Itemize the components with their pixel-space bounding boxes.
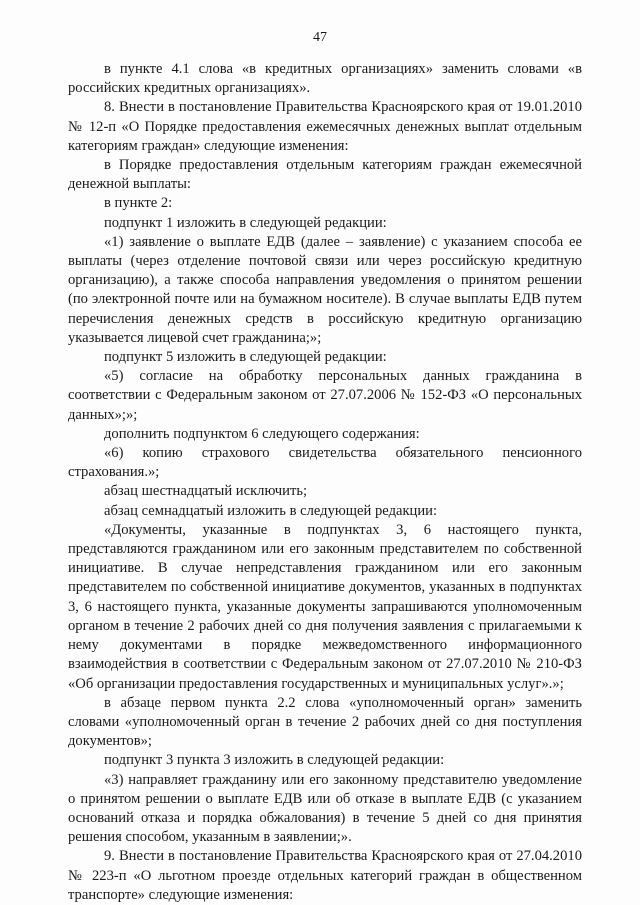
- paragraph: в пункте 4.1 слова «в кредитных организациях» заменить словами «в российских кредитных организациях».: [68, 61, 582, 97]
- paragraph: абзац шестнадцатый исключить;: [104, 483, 308, 500]
- paragraph: подпункт 3 пункта 3 изложить в следующей редакции:: [104, 752, 445, 769]
- paragraph: абзац семнадцатый изложить в следующей редакции:: [104, 502, 438, 519]
- paragraph: подпункт 5 изложить в следующей редакции:: [104, 349, 387, 366]
- document-body: [68, 60, 582, 905]
- paragraph: «Документы, указанные в подпунктах 3, 6 настоящего пункта, представляются гражданином или его законным представителем по собственной инициативе. В случае непредставления гражданином или его законным представителем по собственной инициативе документов, указанных в подпунктах 3, 6 настоящего пункта, указанные документы запрашиваются уполномоченным органом в течение 2 рабочих дней со дня получения заявления с прилагаемыми к нему документами в порядке межведомственного информационного взаимодействия в соответствии с Федеральным законом от 27.07.2010 № 210-ФЗ «Об организации предоставления государственных и муниципальных услуг».»;: [68, 521, 582, 692]
- paragraph: дополнить подпунктом 6 следующего содержания:: [104, 425, 420, 442]
- paragraph: 8. Внести в постановление Правительства Красноярского края от 19.01.2010 № 12-п «О Порядке предоставления ежемесячных денежных выплат отдельным категориям граждан» следующие изменения:: [68, 99, 582, 154]
- paragraph: подпункт 1 изложить в следующей редакции:: [104, 214, 387, 231]
- paragraph: 9. Внести в постановление Правительства Красноярского края от 27.04.2010 № 223-п «О льготном проезде отдельных категорий граждан в общественном транспорте» следующие изменения:: [68, 848, 582, 903]
- paragraph: «5) согласие на обработку персональных данных гражданина в соответствии с Федеральным законом от 27.07.2006 № 152-ФЗ «О персональных данных»;»;: [68, 368, 582, 423]
- paragraph: в Порядке предоставления отдельным категориям граждан ежемесячной денежной выплаты:: [68, 157, 582, 193]
- paragraph: «3) направляет гражданину или его законному представителю уведомление о принятом решении о выплате ЕДВ или об отказе в выплате ЕДВ (с указанием оснований отказа и порядка обжалования) в течение 5 дней со дня принятия решения способом, указанным в заявлении;».: [68, 771, 582, 846]
- page-number: 47: [313, 30, 327, 45]
- paragraph: в пункте 2:: [104, 195, 173, 212]
- paragraph: «1) заявление о выплате ЕДВ (далее – заявление) с указанием способа ее выплаты (через отделение почтовой связи или через российскую кредитную организацию), а также способа направления уведомления о принятом решении (по электронной почте или на бумажном носителе). В случае выплаты ЕДВ путем перечисления денежных средств в российскую кредитную организацию указывается лицевой счет гражданина;»;: [68, 233, 582, 346]
- paragraph: «6) копию страхового свидетельства обязательного пенсионного страхования.»;: [68, 445, 582, 481]
- paragraph: в абзаце первом пункта 2.2 слова «уполномоченный орган» заменить словами «уполномоченный орган в течение 2 рабочих дней со дня поступления документов»;: [68, 694, 582, 750]
